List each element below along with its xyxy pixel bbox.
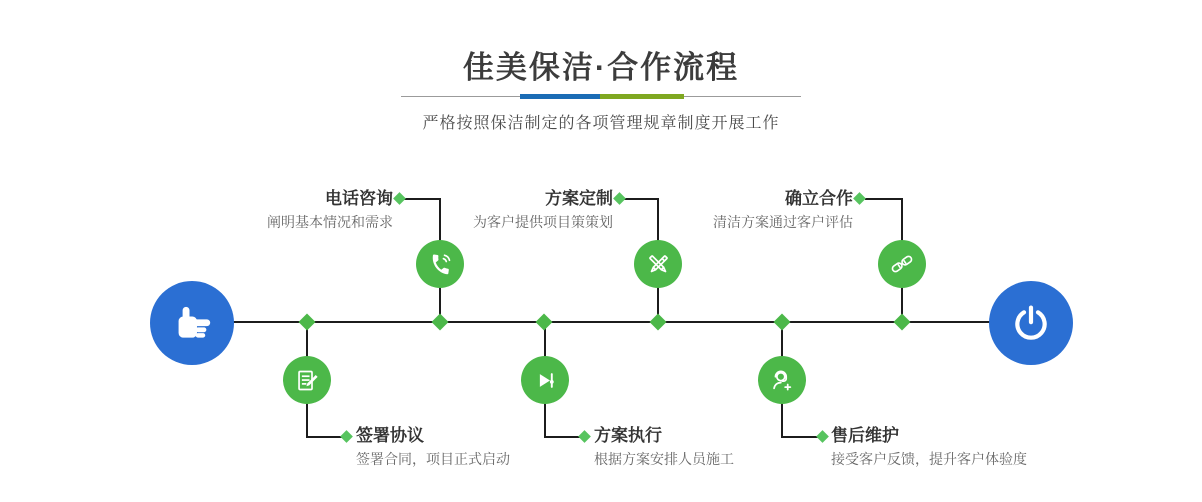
sign-document-icon [294, 367, 321, 394]
timeline-node-diamond [894, 314, 911, 331]
label-diamond [853, 192, 866, 205]
step-desc: 根据方案安排人员施工 [594, 451, 734, 467]
step-label-cooperate [713, 189, 853, 230]
step-node-plan [634, 240, 682, 288]
step-desc: 清洁方案通过客户评估 [713, 214, 853, 230]
step-label-execute [594, 426, 734, 467]
step-title: 电话咨询 [325, 189, 393, 208]
step-node-sign [283, 356, 331, 404]
timeline-node-diamond [536, 314, 553, 331]
label-diamond [340, 430, 353, 443]
step-title: 方案执行 [594, 426, 662, 445]
step-node-execute [521, 356, 569, 404]
label-diamond [393, 192, 406, 205]
label-diamond [578, 430, 591, 443]
step-label-sign [356, 426, 510, 467]
connector-hline-sign [307, 436, 343, 438]
label-diamond [613, 192, 626, 205]
step-desc: 阐明基本情况和需求 [267, 214, 393, 230]
title-divider [401, 94, 801, 100]
step-title: 签署协议 [356, 426, 424, 445]
step-desc: 为客户提供项目策策划 [473, 214, 613, 230]
timeline-node-diamond [299, 314, 316, 331]
step-node-phone [416, 240, 464, 288]
connector-hline-aftersale [782, 436, 818, 438]
phone-icon [427, 251, 454, 278]
step-desc: 签署合同，项目正式启动 [356, 451, 510, 467]
divider-blue-segment [520, 94, 600, 99]
connector-hline-execute [545, 436, 581, 438]
connector-hline-cooperate [865, 198, 902, 200]
step-node-aftersale [758, 356, 806, 404]
power-icon [1010, 302, 1052, 344]
connector-hline-phone [404, 198, 440, 200]
handshake-icon [888, 250, 916, 278]
step-label-aftersale [831, 426, 1027, 467]
crossed-pencils-icon [645, 251, 672, 278]
step-label-plan [473, 189, 613, 230]
start-node [150, 281, 234, 365]
step-node-cooperate [878, 240, 926, 288]
timeline-node-diamond [650, 314, 667, 331]
page-title: 佳美保洁·合作流程 [462, 50, 740, 85]
play-slider-icon [532, 367, 559, 394]
divider-green-segment [600, 94, 684, 99]
timeline-node-diamond [774, 314, 791, 331]
step-label-phone [267, 189, 393, 230]
step-desc: 接受客户反馈，提升客户体验度 [831, 451, 1027, 467]
step-title: 售后维护 [831, 426, 899, 445]
connector-hline-plan [624, 198, 658, 200]
headset-plus-icon [768, 366, 796, 394]
page-subtitle: 严格按照保洁制定的各项管理规章制度开展工作 [422, 115, 780, 132]
step-title: 方案定制 [545, 189, 613, 208]
pointing-hand-icon [169, 300, 215, 346]
step-title: 确立合作 [785, 189, 853, 208]
end-node [989, 281, 1073, 365]
label-diamond [816, 430, 829, 443]
timeline-node-diamond [432, 314, 449, 331]
